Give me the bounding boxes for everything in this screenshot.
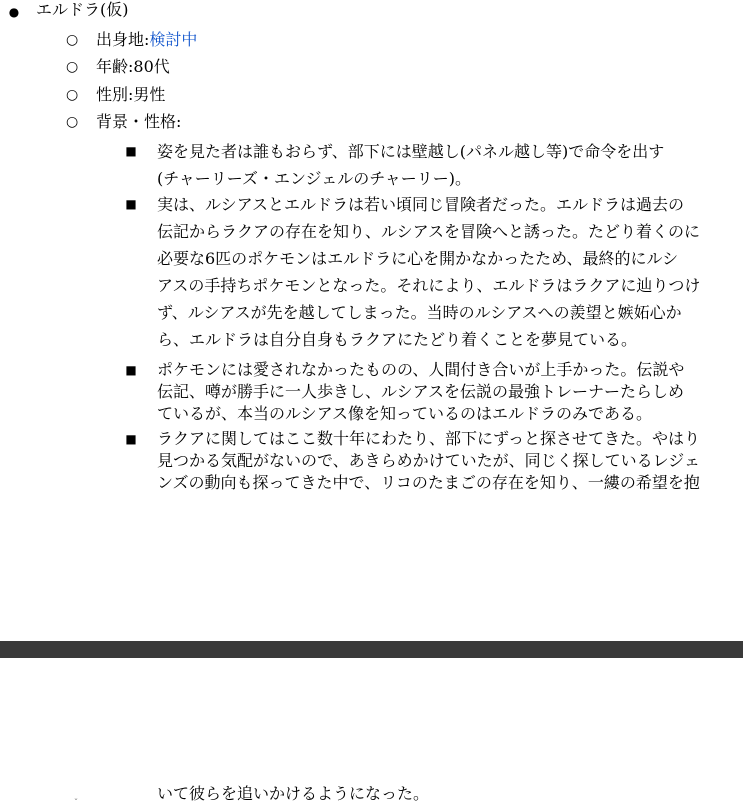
text-line: (チャーリーズ・エンジェルのチャーリー)。: [157, 169, 472, 188]
page-break: [0, 641, 743, 658]
text-line: ず、ルシアスが先を越してしまった。当時のルシアスへの羨望と嫉妬心か: [157, 303, 682, 322]
text-line: 必要な6匹のポケモンはエルドラに心を開かなかったため、最終的にルシ: [157, 249, 679, 268]
attribute-label: 性別:男性: [96, 85, 166, 104]
paragraph: [157, 191, 743, 353]
hollow-circle-bullet: ○: [66, 59, 79, 75]
text-line: ポケモンには愛されなかったものの、人間付き合いが上手かった。伝説や: [157, 360, 685, 379]
hollow-circle-bullet: ○: [66, 32, 79, 48]
text-line: 伝記、噂が勝手に一人歩きし、ルシアスを伝説の最強トレーナーたらしめ: [157, 382, 684, 401]
bullet-fragment-mark: ˘: [74, 798, 78, 807]
text-line: 見つかる気配がないので、あきらめかけていたが、同じく探しているレジェ: [157, 451, 700, 470]
text-line: 実は、ルシアスとエルドラは若い頃同じ冒険者だった。エルドラは過去の: [157, 195, 684, 214]
text-line: 姿を見た者は誰もおらず、部下には壁越し(パネル越し等)で命令を出す: [157, 142, 665, 161]
text-line: ラクアに関してはここ数十年にわたり、部下にずっと探させてきた。やはり: [157, 429, 701, 448]
hollow-circle-bullet: ○: [66, 87, 79, 103]
document-page-2: [0, 658, 743, 807]
text-line: ンズの動向も探ってきた中で、リコのたまごの存在を知り、一縷の希望を抱: [157, 473, 700, 492]
person-name: エルドラ(仮): [36, 0, 129, 19]
hollow-circle-bullet: ○: [66, 114, 79, 130]
continuation-text: いて彼らを追いかけるようになった。: [157, 784, 430, 803]
paragraph: [157, 138, 743, 192]
paragraph: [157, 359, 743, 425]
text-line: アスの手持ちポケモンとなった。それにより、エルドラはラクアに辿りつけ: [157, 276, 701, 295]
text-line: ているが、本当のルシアス像を知っているのはエルドラのみである。: [157, 404, 652, 423]
attribute-label: 年齢:80代: [96, 57, 170, 76]
attribute-label: 出身地:: [96, 30, 150, 49]
text-line: 伝記からラクアの存在を知り、ルシアスを冒険へと誘った。たどり着くのに: [157, 222, 700, 241]
filled-circle-bullet: ●: [8, 5, 20, 19]
birthplace-link[interactable]: 検討中: [149, 30, 198, 49]
attribute-text: [96, 28, 197, 52]
paragraph: [157, 428, 743, 494]
attribute-label: 背景・性格:: [96, 112, 182, 131]
square-bullet: ■: [125, 197, 137, 211]
square-bullet: ■: [125, 363, 137, 377]
square-bullet: ■: [125, 432, 137, 446]
text-line: ら、エルドラは自分自身もラクアにたどり着くことを夢見ている。: [157, 330, 638, 349]
square-bullet: ■: [125, 144, 137, 158]
